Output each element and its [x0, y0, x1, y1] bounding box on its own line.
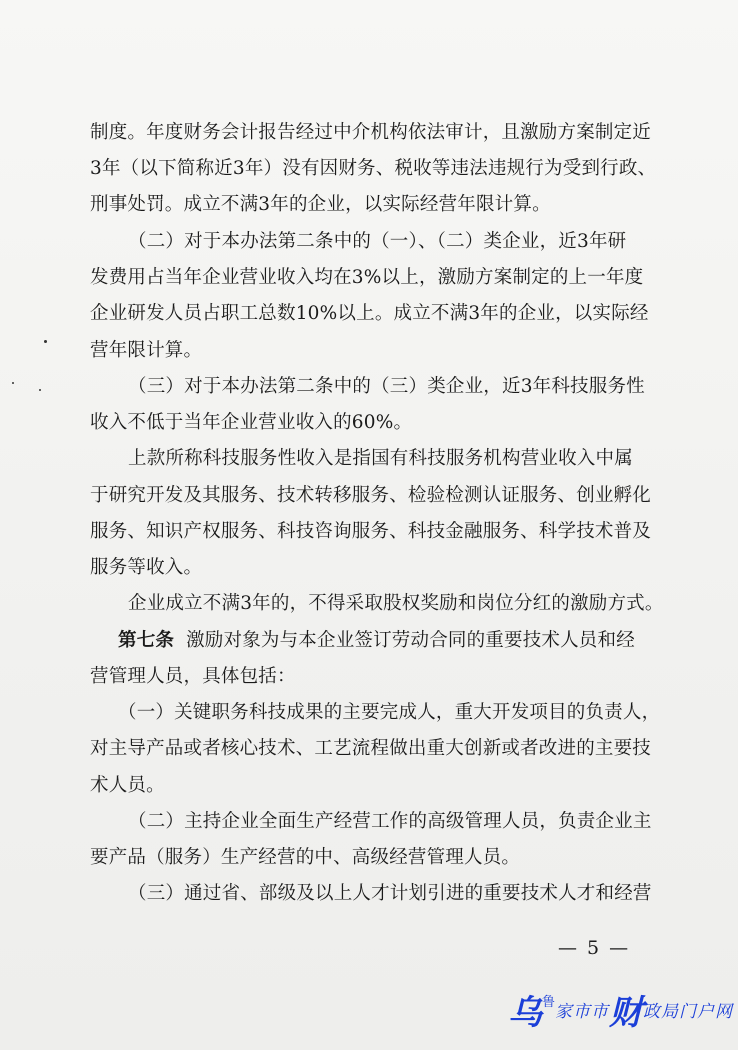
text-line-19: 术人员。: [90, 775, 165, 796]
text-line-6: 企业研发人员占职工总数10%以上。成立不满3年的企业，以实际经: [90, 303, 649, 324]
text-line-2: 3年（以下简称近3年）没有因财务、税收等违法违规行为受到行政、: [90, 158, 657, 179]
watermark-text: 政局门户网: [643, 1002, 734, 1022]
scan-speck: [39, 389, 41, 391]
text-line-20: （二）主持企业全面生产经营工作的高级管理人员，负责企业主: [128, 811, 652, 832]
watermark-char: 财: [609, 993, 644, 1033]
page-number: — 5 —: [558, 937, 631, 959]
text-line-8: （三）对于本办法第二条中的（三）类企业，近3年科技服务性: [128, 376, 645, 397]
text-line-12: 服务、知识产权服务、科技咨询服务、科技金融服务、科学技术普及: [90, 521, 652, 542]
watermark-char: 鲁: [542, 995, 556, 1010]
article-seven-text: 激励对象为与本企业签订劳动合同的重要技术人员和经: [186, 630, 635, 651]
watermark-char: 乌: [508, 993, 542, 1033]
text-line-14: 企业成立不满3年的，不得采取股权奖励和岗位分红的激励方式。: [128, 593, 664, 614]
text-line-22: （三）通过省、部级及以上人才计划引进的重要技术人才和经营: [128, 883, 652, 904]
text-line-5: 发费用占当年企业营业收入均在3%以上，激励方案制定的上一年度: [90, 267, 644, 288]
scan-speck: [12, 382, 14, 384]
text-line-17: （一）关键职务科技成果的主要完成人，重大开发项目的负责人，: [118, 702, 661, 723]
text-line-21: 要产品（服务）生产经营的中、高级经营管理人员。: [90, 847, 521, 868]
watermark-text: 家市市: [555, 1002, 610, 1022]
text-line-1: 制度。年度财务会计报告经过中介机构依法审计，且激励方案制定近: [90, 122, 652, 143]
text-line-7: 营年限计算。: [90, 340, 203, 361]
article-seven-heading: 第七条: [118, 630, 175, 651]
text-line-13: 服务等收入。: [90, 557, 203, 578]
text-line-4: （二）对于本办法第二条中的（一）、（二）类企业，近3年研: [128, 231, 627, 252]
article-seven-line: [118, 628, 635, 654]
text-line-3: 刑事处罚。成立不满3年的企业，以实际经营年限计算。: [90, 194, 551, 215]
site-watermark: [508, 985, 734, 1037]
text-line-11: 于研究开发及其服务、技术转移服务、检验检测认证服务、创业孵化: [90, 485, 652, 506]
text-line-18: 对主导产品或者核心技术、工艺流程做出重大创新或者改进的主要技: [90, 738, 652, 759]
text-line-10: 上款所称科技服务性收入是指国有科技服务机构营业收入中属: [128, 448, 633, 469]
scan-speck: [44, 340, 47, 343]
text-line-9: 收入不低于当年企业营业收入的60%。: [90, 412, 413, 433]
text-line-16: 营管理人员，具体包括：: [90, 666, 296, 687]
